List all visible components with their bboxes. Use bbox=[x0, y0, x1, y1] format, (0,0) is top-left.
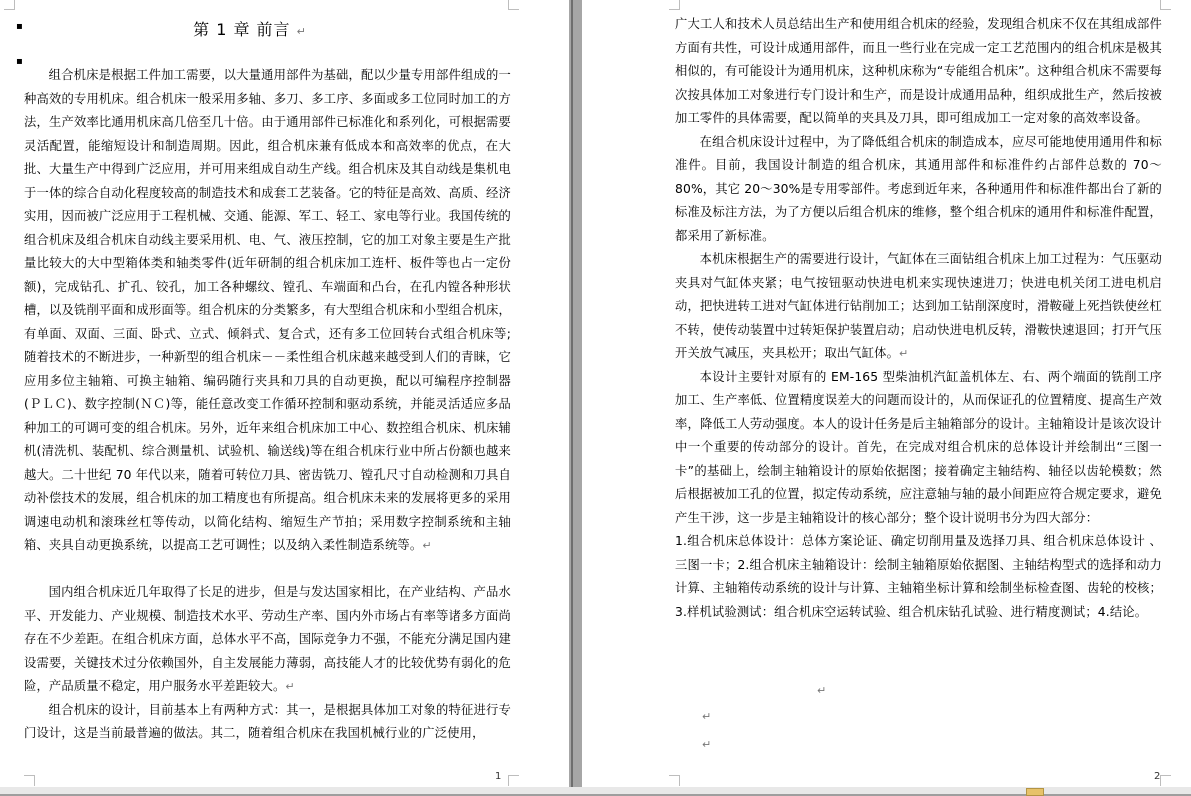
paragraph-mark: ↵ bbox=[702, 710, 712, 723]
paragraph: 国内组合机床近几年取得了长足的进步，但是与发达国家相比，在产业结构、产品水平、开发能力、产业规模、制造技术水平、劳动生产率、国内外市场占有率等诸多方面尚存在不少差距。在组合机床方面，总体水平不高，国际竞争力不强，不能充分满足国内建设需要，关键技术过分依赖国外，自主发展能力薄弱，高技能人才的比较优势有弱化的危险，产品质量不稳定，用户服务水平差距较大。↵ bbox=[24, 585, 511, 693]
page-1-body bbox=[24, 64, 511, 746]
paragraph: 本机床根据生产的需要进行设计，气缸体在三面钻组合机床上加工过程为：气压驱动夹具对气缸体夹紧；电气按钮驱动快进电机来实现快速进刀；快进电机关闭工进电机启动，把快进转工进对气缸体进行钻削加工；达到加工钻削深度时，滑鞍碰上死挡铁使丝杠不转，使传动装置中过转矩保护装置启动；启动快进电机反转，滑鞍快速退回；打开气压开关放气减压，夹具松开；取出气缸体。↵ bbox=[675, 252, 1162, 360]
page-corner-mark bbox=[669, 0, 680, 10]
page-number: 1 bbox=[495, 771, 502, 782]
page-corner-mark bbox=[1160, 775, 1171, 786]
status-bar bbox=[0, 787, 1191, 794]
chapter-title: 第 1 章 前言 ↵ bbox=[193, 20, 307, 39]
page-corner-mark bbox=[508, 0, 519, 10]
page-corner-mark bbox=[1160, 0, 1171, 10]
page-corner-mark bbox=[508, 775, 519, 786]
page-corner-mark bbox=[24, 775, 35, 786]
paragraph: 组合机床的设计，目前基本上有两种方式：其一，是根据具体加工对象的特征进行专门设计，这是当前最普遍的做法。其二，随着组合机床在我国机械行业的广泛使用， bbox=[24, 702, 511, 740]
paragraph-mark: ↵ bbox=[817, 684, 827, 697]
page-corner-mark bbox=[4, 0, 15, 10]
status-indicator-icon[interactable] bbox=[1026, 788, 1044, 796]
empty-paragraph bbox=[24, 558, 511, 582]
document-page-2 bbox=[582, 0, 1191, 794]
paragraph: 组合机床是根据工件加工需要，以大量通用部件为基础，配以少量专用部件组成的一种高效的专用机床。组合机床一般采用多轴、多刀、多工序、多面或多工位同时加工的方法，生产效率比通用机床高几倍至几十倍。由于通用部件已标准化和系列化，可根据需要灵活配置，能缩短设计和制造周期。因此，组合机床兼有低成本和高效率的优点，在大批、大量生产中得到广泛应用，并可用来组成自动生产线。组合机床及其自动线是集机电于一体的综合自动化程度较高的制造技术和成套工艺装备。它的特征是高效、高质、经济实用，因而被广泛应用于工程机械、交通、能源、军工、轻工、家电等行业。我国传统的组合机床及组合机床自动线主要采用机、电、气、液压控制，它的加工对象主要是生产批量比较大的大中型箱体类和轴类零件(近年研制的组合机床加工连杆、板件等也占一定份额)，完成钻孔、扩孔、铰孔，加工各种螺纹、镗孔、车端面和凸台，在孔内镗各种形状槽，以及铣削平面和成形面等。组合机床的分类繁多，有大型组合机床和小型组合机床，有单面、双面、三面、卧式、立式、倾斜式、复合式，还有多工位回转台式组合机床等;随着技术的不断进步，一种新型的组合机床－－柔性组合机床越来越受到人们的青睐，它应用多位主轴箱、可换主轴箱、编码随行夹具和刀具的自动更换，配以可编程序控制器(ＰＬＣ)、数字控制(ＮＣ)等，能任意改变工作循环控制和驱动系统，并能灵活适应多品种加工的可调可变的组合机床。另外，近年来组合机床加工中心、数控组合机床、机床辅机(清洗机、装配机、综合测量机、试验机、输送线)等在组合机床行业中所占份额也越来越大。二十世纪 70 年代以来，随着可转位刀具、密齿铣刀、镗孔尺寸自动检测和刀具自动补偿技术的发展，组合机床的加工精度也有所提高。组合机床未来的发展将更多的采用调速电动机和滚珠丝杠等传动，以简化结构、缩短生产节拍；采用数字控制系统和主轴箱、夹具自动更换系统，以提高工艺可调性；以及纳入柔性制造系统等。↵ bbox=[24, 68, 511, 552]
page-2-body bbox=[675, 13, 1162, 624]
bullet-mark: ▪ bbox=[16, 21, 23, 32]
paragraph: 1.组合机床总体设计：总体方案论证、确定切削用量及选择刀具、组合机床总体设计 、三图一卡；2.组合机床主轴箱设计：绘制主轴箱原始依据图、主轴结构型式的选择和动力计算、主轴箱传动系统的设计与计算、主轴箱坐标计算和绘制坐标检查图、齿轮的校核； 3.样机试验测试：组合机床空运转试验、组合机床钻孔试验、进行精度测试；4.结论。 bbox=[675, 534, 1162, 619]
document-page-1 bbox=[0, 0, 569, 794]
bullet-mark: ▪ bbox=[16, 56, 23, 67]
paragraph: 在组合机床设计过程中，为了降低组合机床的制造成本，应尽可能地使用通用件和标准件。目前，我国设计制造的组合机床，其通用部件和标准件约占部件总数的 70～80%，其它 20～30%是专用零部件。考虑到近年来，各种通用件和标准件都出台了新的标准及标注方法，为了方便以后组合机床的维修，整个组合机床的通用件和标准件配置，都采用了新标准。 bbox=[675, 134, 1162, 243]
page-divider bbox=[571, 0, 573, 794]
paragraph: 本设计主要针对原有的 EM-165 型柴油机汽缸盖机体左、右、两个端面的铣削工序加工、生产率低、位置精度误差大的问题而设计的，从而保证孔的位置精度、提高生产效率，降低工人劳动强度。本人的设计任务是后主轴箱部分的设计。主轴箱设计是该次设计中一个重要的传动部分的设计。首先，在完成对组合机床的总体设计并绘制出“三图一卡”的基础上，绘制主轴箱设计的原始依据图；接着确定主轴结构、轴径以齿轮模数；然后根据被加工孔的位置，拟定传动系统，应注意轴与轴的最小间距应符合规定要求，避免产生干涉，这一步是主轴箱设计的核心部分；整个设计说明书分为四大部分： bbox=[675, 369, 1162, 525]
paragraph: 广大工人和技术人员总结出生产和使用组合机床的经验，发现组合机床不仅在其组成部件方面有共性，可设计成通用部件，而且一些行业在完成一定工艺范围内的组合机床是极其相似的，有可能设计为通用机床，这种机床称为“专能组合机床”。这种组合机床不需要每次按具体加工对象进行专门设计和生产，而是设计成通用品种，组织成批生产，然后按被加工零件的具体需要，配以简单的夹具及刀具，即可组成加工一定对象的高效率设备。 bbox=[675, 17, 1162, 125]
page-corner-mark bbox=[669, 775, 680, 786]
paragraph-mark: ↵ bbox=[702, 738, 712, 751]
page-number: 2 bbox=[1154, 771, 1161, 782]
